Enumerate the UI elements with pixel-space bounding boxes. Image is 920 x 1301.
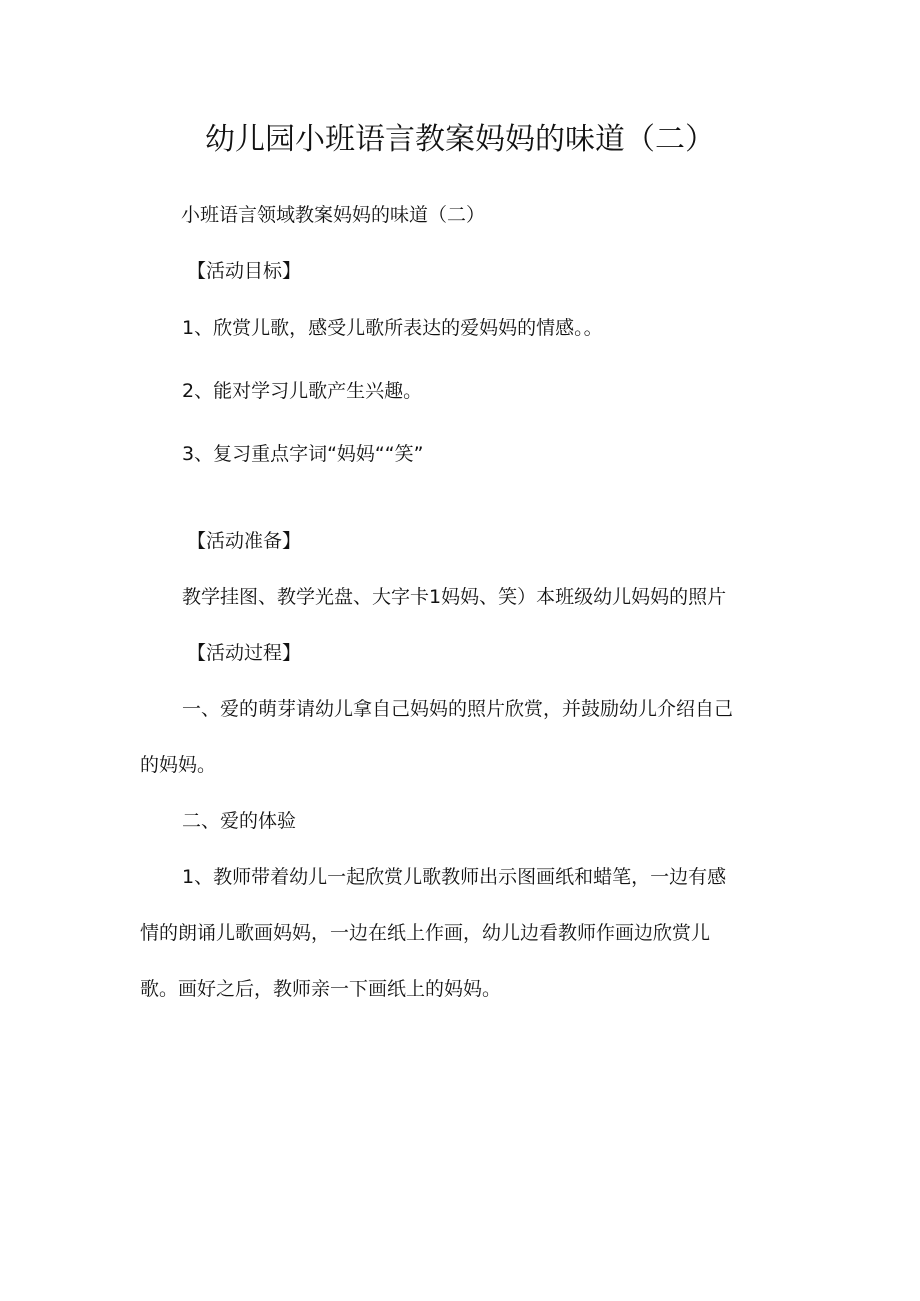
process-part2-item1-line3: 歌。画好之后，教师亲一下画纸上的妈妈。: [140, 978, 502, 1000]
document-subtitle: 小班语言领域教案妈妈的味道（二）: [181, 204, 486, 226]
goal-item-3: 3、复习重点字词“妈妈““笑”: [182, 443, 424, 465]
goals-heading: 【活动目标】: [187, 260, 302, 282]
document-title: 幼儿园小班语言教案妈妈的味道（二）: [205, 122, 715, 157]
prep-text: 教学挂图、教学光盘、大字卡1妈妈、笑）本班级幼儿妈妈的照片: [182, 586, 727, 608]
process-part2-heading: 二、爱的体验: [182, 810, 297, 832]
goal-item-2: 2、能对学习儿歌产生兴趣。: [182, 380, 423, 402]
process-part1-line1: 一、爱的萌芽请幼儿拿自己妈妈的照片欣赏，并鼓励幼儿介绍自己: [182, 698, 734, 720]
goal-item-1: 1、欣赏儿歌，感受儿歌所表达的爱妈妈的情感。。: [182, 317, 603, 339]
process-part2-item1-line1: 1、教师带着幼儿一起欣赏儿歌教师出示图画纸和蜡笔，一边有感: [182, 866, 727, 888]
process-part1-line2: 的妈妈。: [140, 754, 217, 776]
process-part2-item1-line2: 情的朗诵儿歌画妈妈，一边在纸上作画，幼儿边看教师作画边欣赏儿: [140, 922, 711, 944]
prep-heading: 【活动准备】: [187, 530, 302, 552]
process-heading: 【活动过程】: [187, 642, 302, 664]
